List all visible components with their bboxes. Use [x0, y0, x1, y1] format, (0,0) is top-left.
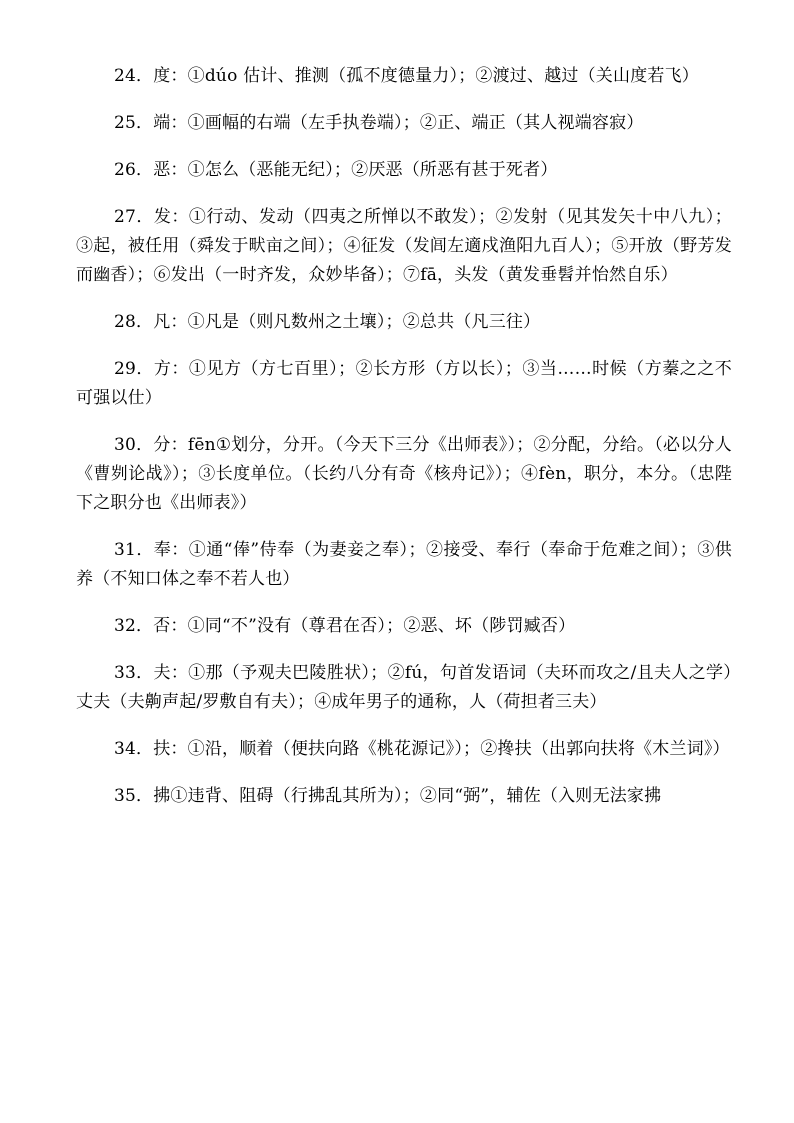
entry-33: 33．夫：①那（予观夫巴陵胜状）；②fú，句首发语词（夫环而攻之/且夫人之学）丈夫（夫齁声起/罗敷自有夫）；④成年男子的通称，人（荷担者三夫）: [76, 663, 732, 712]
entry-25: 25．端：①画幅的右端（左手执卷端）；②正、端正（其人视端容寂）: [114, 113, 644, 133]
entry-24: 24．度：①dúo 估计、推测（孤不度德量力）；②渡过、越过（关山度若飞）: [114, 66, 699, 86]
entry-32: 32．否：①同“不”没有（尊君在否）；②恶、坏（陟罚臧否）: [114, 616, 576, 636]
entry-31: 31．奉：①通“俸”侍奉（为妻妾之奉）；②接受、奉行（奉命于危难之间）；③供养（不知口体之奉不若人也）: [76, 540, 732, 589]
entry-26: 26．恶：①怎么（恶能无纪）；②厌恶（所恶有甚于死者）: [114, 160, 558, 180]
entry-27: 27．发：①行动、发动（四夷之所惮以不敢发）；②发射（见其发矢十中八九）；③起，被任用（舜发于畎亩之间）；④征发（发闾左適戍渔阳九百人）；⑤开放（野芳发而幽香）；⑥发出（一时齐发，众妙毕备）；⑦fā，头发（黄发垂髫并怡然自乐）: [76, 207, 732, 285]
entry-28: 28．凡：①凡是（则凡数州之土壤）；②总共（凡三往）: [114, 312, 541, 332]
entry-list: [76, 62, 732, 811]
entry-30: 30．分：fēn①划分，分开。（今天下三分《出师表》）；②分配，分给。（必以分人《曹刿论战》）；③长度单位。（长约八分有奇《核舟记》）；④fèn，职分，本分。（忠陛下之职分也《出师表》）: [76, 435, 732, 513]
entry-29: 29．方：①见方（方七百里）；②长方形（方以长）；③当……时候（方蓁之之不可强以仕）: [76, 359, 732, 408]
entry-34: 34．扶：①沿，顺着（便扶向路《桃花源记》）；②搀扶（出郭向扶将《木兰词》）: [114, 739, 730, 759]
entry-35: 35．拂①违背、阻碍（行拂乱其所为）；②同“弼”，辅佐（入则无法家拂: [114, 786, 662, 806]
